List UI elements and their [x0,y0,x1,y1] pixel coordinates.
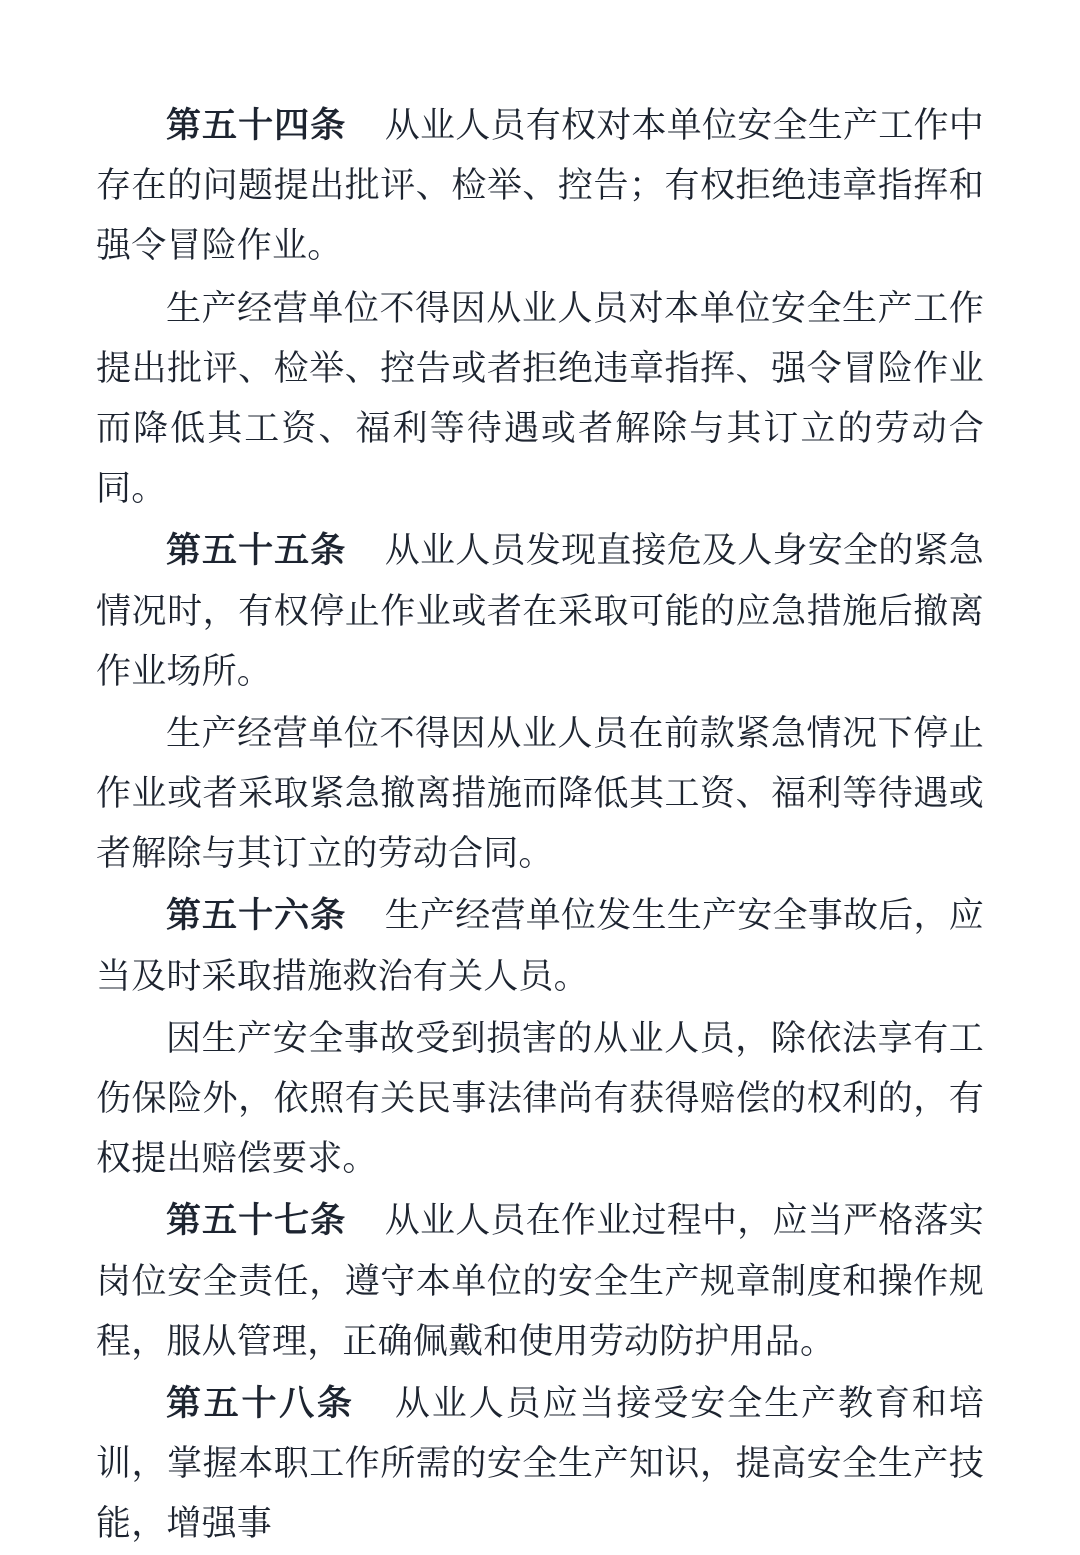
article-paragraph [96,279,984,520]
document-body [96,96,984,1555]
article-paragraph [96,886,984,1006]
article-paragraph [96,96,984,277]
article-text: 因生产安全事故受到损害的从业人员，除依法享有工伤保险外，依照有关民事法律尚有获得赔偿的权利的，有权提出赔偿要求。 [96,1018,984,1180]
article-paragraph [96,521,984,702]
article-text: 生产经营单位不得因从业人员对本单位安全生产工作提出批评、检举、控告或者拒绝违章指挥、强令冒险作业而降低其工资、福利等待遇或者解除与其订立的劳动合同。 [96,288,984,510]
article-text: 生产经营单位发生生产安全事故后，应当及时采取措施救治有关人员。 [96,896,984,997]
article-paragraph [96,1009,984,1190]
article-label: 第五十五条 [166,530,347,572]
article-paragraph [96,1191,984,1372]
article-text: 从业人员应当接受安全生产教育和培训，掌握本职工作所需的安全生产知识，提高安全生产技能，增强事 [96,1383,984,1545]
article-label: 第五十四条 [166,105,347,146]
article-label: 第五十八条 [166,1382,355,1424]
article-text: 生产经营单位不得因从业人员在前款紧急情况下停止作业或者采取紧急撤离措施而降低其工资、福利等待遇或者解除与其订立的劳动合同。 [96,713,984,875]
article-text: 从业人员发现直接危及人身安全的紧急情况时，有权停止作业或者在采取可能的应急措施后撤离作业场所。 [96,531,984,692]
article-text: 从业人员有权对本单位安全生产工作中存在的问题提出批评、检举、控告；有权拒绝违章指挥和强令冒险作业。 [96,106,984,267]
article-text: 从业人员在作业过程中，应当严格落实岗位安全责任，遵守本单位的安全生产规章制度和操作规程，服从管理，正确佩戴和使用劳动防护用品。 [96,1201,984,1362]
article-label: 第五十六条 [166,895,347,937]
article-paragraph [96,1374,984,1555]
article-label: 第五十七条 [166,1200,347,1242]
article-paragraph [96,704,984,885]
